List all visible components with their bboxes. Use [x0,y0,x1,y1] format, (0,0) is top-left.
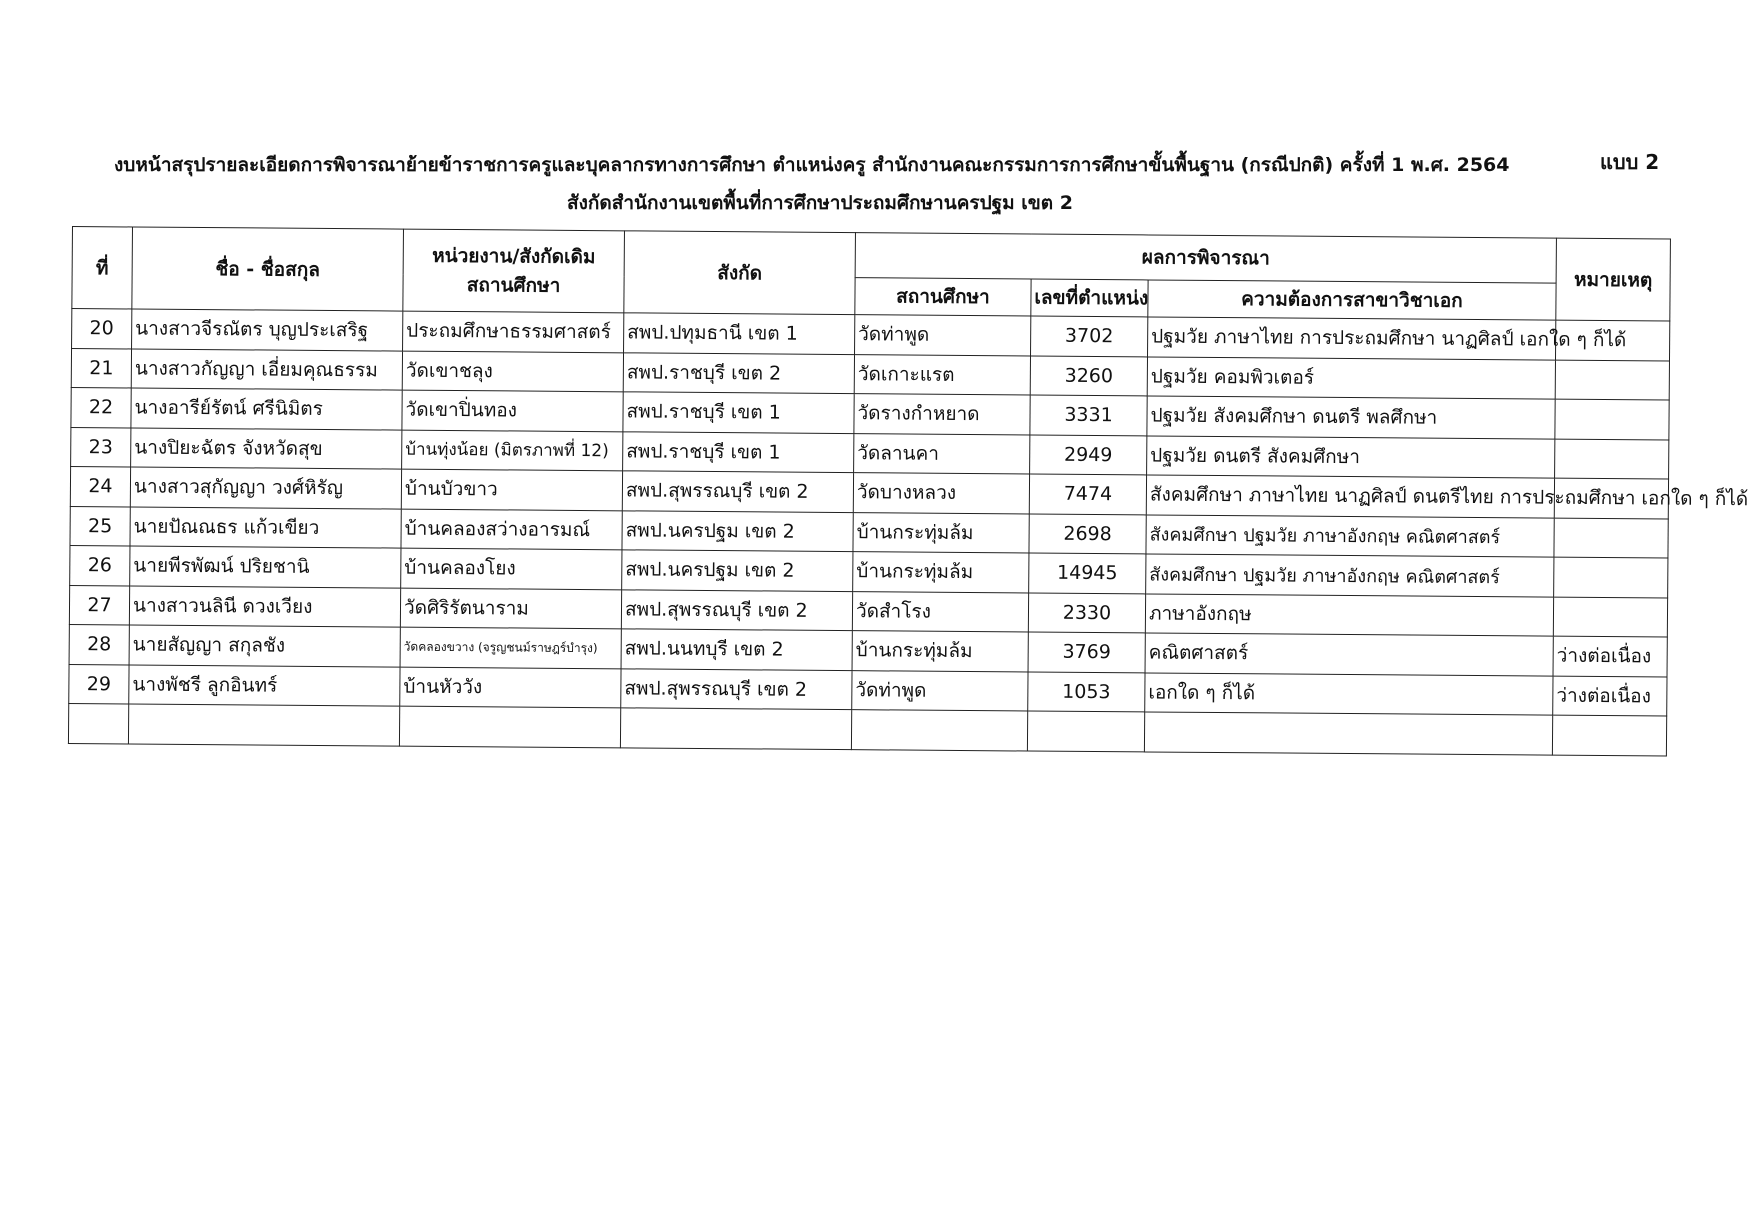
cell-school [851,710,1027,751]
col-header-affiliation: สังกัด [624,231,856,315]
cell-major: เอกใด ๆ ก็ได้ [1145,672,1553,715]
cell-major: สังคมศึกษา ภาษาไทย นาฏศิลป์ ดนตรีไทย การประถมศึกษา เอกใด ๆ ก็ได้ [1146,475,1554,518]
cell-position: 2330 [1028,593,1145,633]
cell-remark [1554,518,1668,558]
cell-remark [1555,439,1669,479]
cell-school: บ้านกระทุ่มล้ม [852,631,1028,672]
cell-affiliation [620,708,851,749]
cell-no: 24 [70,466,130,506]
cell-name: นางสาวนลินี ดวงเวียง [129,585,400,627]
cell-remark [1552,715,1666,755]
cell-name [128,704,399,746]
cell-no: 22 [71,387,131,427]
cell-position: 1053 [1028,672,1145,712]
table-body [68,309,1749,756]
cell-school: วัดลานคา [854,433,1030,474]
cell-no: 29 [69,664,129,704]
cell-major: สังคมศึกษา ปฐมวัย ภาษาอังกฤษ คณิตศาสตร์ [1146,514,1554,557]
cell-no: 25 [70,506,130,546]
cell-affiliation: สพป.นครปฐม เขต 2 [622,550,853,591]
cell-position: 14945 [1029,553,1146,593]
col-header-name: ชื่อ - ชื่อสกุล [132,227,404,311]
cell-major: ปฐมวัย คอมพิวเตอร์ [1147,356,1555,399]
cell-name: นางสาวจีรณัตร บุญประเสริฐ [132,309,403,351]
cell-affiliation: สพป.สุพรรณบุรี เขต 2 [621,589,852,630]
col-header-origin [403,229,625,313]
cell-major: สังคมศึกษา ปฐมวัย ภาษาอังกฤษ คณิตศาสตร์ [1146,554,1554,597]
cell-origin: วัดศิริรัตนาราม [400,588,621,629]
cell-affiliation: สพป.ราชบุรี เขต 1 [623,431,854,472]
cell-affiliation: สพป.สุพรรณบุรี เขต 2 [622,471,853,512]
col-header-origin-line2: สถานศึกษา [466,273,561,297]
col-header-major: ความต้องการสาขาวิชาเอก [1148,280,1556,320]
cell-origin: วัดเขาปิ่นทอง [402,390,623,431]
cell-origin [399,706,620,747]
col-header-origin-line1: หน่วยงาน/สังกัดเดิม [432,244,596,269]
cell-position: 3331 [1030,395,1147,435]
cell-school: วัดรางกำหยาด [854,394,1030,435]
cell-position: 7474 [1029,474,1146,514]
cell-major: ปฐมวัย ดนตรี สังคมศึกษา [1147,435,1555,478]
cell-remark: ว่างต่อเนื่อง [1553,636,1667,676]
cell-school: วัดบางหลวง [853,473,1029,514]
cell-origin: บ้านคลองสว่างอารมณ์ [401,509,622,550]
cell-affiliation: สพป.นครปฐม เขต 2 [622,510,853,551]
cell-affiliation: สพป.ราชบุรี เขต 2 [623,352,854,393]
col-header-remark: หมายเหตุ [1556,238,1671,321]
cell-position: 3702 [1031,316,1148,356]
cell-school: วัดท่าพูด [852,670,1028,711]
cell-major: ภาษาอังกฤษ [1145,593,1553,636]
document-subtitle: สังกัดสำนักงานเขตพื้นที่การศึกษาประถมศึกษานครปฐม เขต 2 [567,192,1073,214]
cell-affiliation: สพป.ปทุมธานี เขต 1 [624,313,855,354]
cell-major: ปฐมวัย สังคมศึกษา ดนตรี พลศึกษา [1147,396,1555,439]
cell-origin: บ้านบัวขาว [401,469,622,510]
cell-remark [1553,597,1667,637]
cell-position: 2949 [1030,435,1147,475]
cell-name: นางพัชรี ลูกอินทร์ [129,664,400,706]
form-code: แบบ 2 [1600,150,1660,174]
col-header-result-group: ผลการพิจารณา [855,233,1556,284]
cell-school: วัดท่าพูด [855,315,1031,356]
cell-no: 20 [72,309,132,349]
cell-position: 3769 [1028,632,1145,672]
cell-name: นายปัณณธร แก้วเขียว [130,506,401,548]
cell-no: 21 [71,348,131,388]
cell-name: นางสาวกัญญา เอี่ยมคุณธรรม [131,348,402,390]
cell-major: ปฐมวัย ภาษาไทย การประถมศึกษา นาฏศิลป์ เอกใด ๆ ก็ได้ [1148,317,1556,360]
cell-remark [1555,399,1669,439]
cell-school: วัดเกาะแรต [854,354,1030,395]
cell-no: 26 [70,545,130,585]
cell-affiliation: สพป.สุพรรณบุรี เขต 2 [621,668,852,709]
cell-origin: บ้านคลองโยง [401,548,622,589]
cell-origin: วัดเขาชลุง [402,351,623,392]
cell-origin: บ้านทุ่งน้อย (มิตรภาพที่ 12) [402,430,623,471]
cell-affiliation: สพป.นนทบุรี เขต 2 [621,629,852,670]
cell-no [68,703,128,743]
cell-origin: วัดคลองขวาง (จรูญชนม์ราษฎร์บำรุง) [400,627,621,668]
cell-name: นางปิยะฉัตร จังหวัดสุข [131,427,402,469]
cell-no: 27 [69,585,129,625]
document-title: งบหน้าสรุปรายละเอียดการพิจารณาย้ายข้าราชการครูและบุคลากรทางการศึกษา ตำแหน่งครู สำนักงานคณะกรรมการการศึกษาขั้นพื้นฐาน (กรณีปกติ) ครั้งที่ 1 พ.ศ. 2564 [114,154,1510,176]
cell-position [1027,711,1144,751]
col-header-position: เลขที่ตำแหน่ง [1031,279,1148,317]
cell-remark [1555,360,1669,400]
cell-name: นายพีรพัฒน์ ปริยชานิ [130,546,401,588]
results-table [68,226,1749,756]
cell-position: 2698 [1029,514,1146,554]
cell-name: นางสาวสุกัญญา วงศ์หิรัญ [130,467,401,509]
cell-name: นายสัญญา สกุลชัง [129,625,400,667]
cell-remark: ว่างต่อเนื่อง [1553,676,1667,716]
cell-school: บ้านกระทุ่มล้ม [853,512,1029,553]
cell-major: คณิตศาสตร์ [1145,633,1553,676]
cell-no: 28 [69,624,129,664]
col-header-school: สถานศึกษา [855,278,1031,316]
col-header-no: ที่ [72,227,133,309]
cell-major [1144,712,1552,755]
cell-origin: ประถมศึกษาธรรมศาสตร์ [403,311,624,352]
cell-school: บ้านกระทุ่มล้ม [853,552,1029,593]
cell-name: นางอารีย์รัตน์ ศรีนิมิตร [131,388,402,430]
cell-school: วัดสำโรง [852,591,1028,632]
cell-origin: บ้านหัววัง [400,667,621,708]
cell-no: 23 [71,427,131,467]
cell-position: 3260 [1030,356,1147,396]
cell-remark [1554,557,1668,597]
cell-affiliation: สพป.ราชบุรี เขต 1 [623,392,854,433]
header-row [72,227,1670,285]
